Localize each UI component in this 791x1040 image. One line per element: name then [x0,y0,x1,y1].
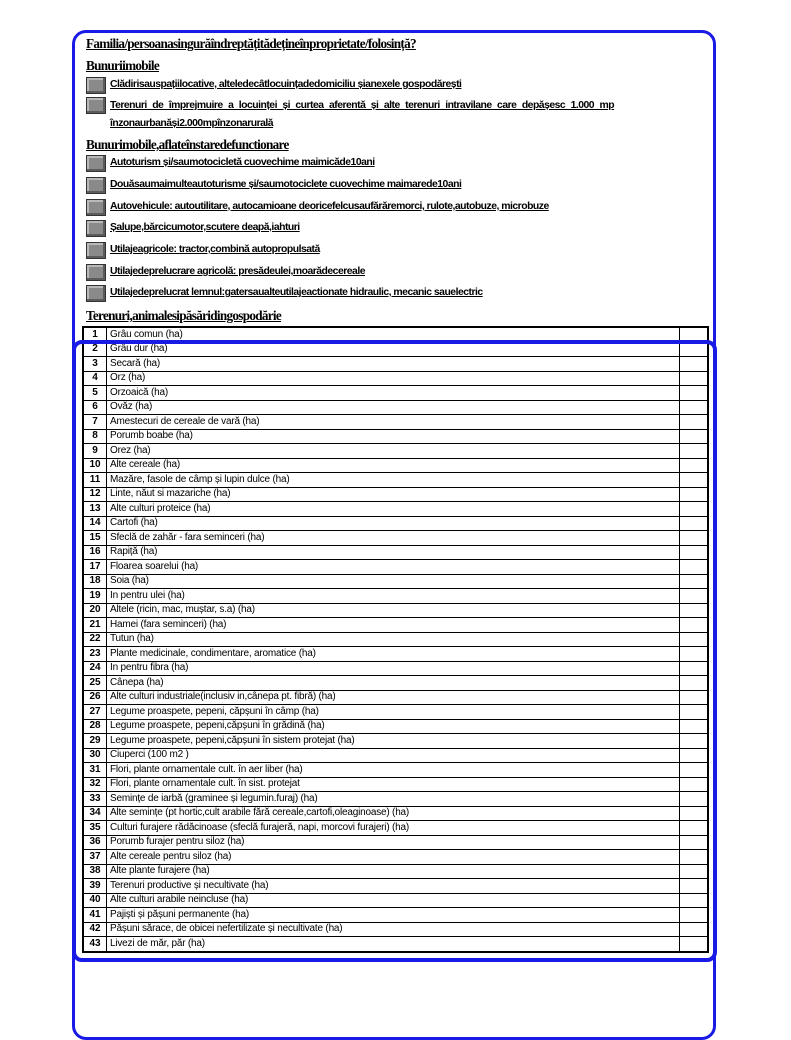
row-number: 31 [83,763,107,778]
row-label: Legume proaspete, pepeni,căpșuni în sistem protejat (ha) [107,734,680,749]
row-number: 43 [83,937,107,952]
row-label: Terenuri productive și necultivate (ha) [107,879,680,894]
row-number: 17 [83,560,107,575]
row-label: Flori, plante ornamentale cult. în sist. protejat [107,777,680,792]
checkbox[interactable] [86,264,106,281]
row-label: Pajiști și pășuni permanente (ha) [107,908,680,923]
option-imobile-2[interactable] [86,97,700,133]
row-number: 26 [83,690,107,705]
option-label: Utilajeagricole: tractor,combină autopropulsată [110,244,320,255]
option-label: Terenuri de împrejmuire a locuinței și curtea aferentă și alte terenuri intravilane care depășesc 1.000 mp înzonaurbanăși2.000mpînzonarurală [110,100,615,129]
row-label: Alte culturi proteice (ha) [107,502,680,517]
row-label: Culturi furajere rădăcinoase (sfeclă furajeră, napi, morcovi furajeri) (ha) [107,821,680,836]
checkbox[interactable] [86,97,106,114]
checkbox[interactable] [86,77,106,94]
row-number: 14 [83,516,107,531]
row-label: Orz (ha) [107,371,680,386]
row-label: Orzoaică (ha) [107,386,680,401]
row-label: Rapiță (ha) [107,545,680,560]
row-label: Hamei (fara seminceri) (ha) [107,618,680,633]
row-label: Linte, năut si mazariche (ha) [107,487,680,502]
row-number: 15 [83,531,107,546]
row-label: Plante medicinale, condimentare, aromatice (ha) [107,647,680,662]
option-mobile-1[interactable] [86,155,375,175]
row-number: 42 [83,922,107,937]
option-label: Douăsaumaimulteautoturisme și/saumotociclete cuovechime maimarede10ani [110,179,462,190]
option-label: Autovehicule: autoutilitare, autocamioane deoricefelcusaufărăremorci, rulote,autobuze, microbuze [110,201,549,212]
row-label: Porumb boabe (ha) [107,429,680,444]
row-label: Alte cereale pentru siloz (ha) [107,850,680,865]
row-label: Livezi de măr, păr (ha) [107,937,680,952]
option-mobile-5[interactable] [86,242,320,262]
row-number: 28 [83,719,107,734]
row-label: Porumb furajer pentru siloz (ha) [107,835,680,850]
option-mobile-6[interactable] [86,264,365,284]
row-label: Tutun (ha) [107,632,680,647]
row-number: 25 [83,676,107,691]
row-label: Flori, plante ornamentale cult. în aer liber (ha) [107,763,680,778]
row-number: 12 [83,487,107,502]
checkbox[interactable] [86,242,106,259]
row-number: 27 [83,705,107,720]
row-number: 6 [83,400,107,415]
row-label: Floarea soarelui (ha) [107,560,680,575]
row-label: Sfeclă de zahăr - fara seminceri (ha) [107,531,680,546]
row-label: Ciuperci (100 m2 ) [107,748,680,763]
row-label: Cartofi (ha) [107,516,680,531]
option-mobile-3[interactable] [86,199,549,219]
row-number: 39 [83,879,107,894]
row-label: Legume proaspete, pepeni, căpșuni în câmp (ha) [107,705,680,720]
row-number: 5 [83,386,107,401]
option-mobile-2[interactable] [86,177,461,197]
row-number: 19 [83,589,107,604]
option-label: Utilajedeprelucrare agricolă: presădeulei,moarădecereale [110,266,365,277]
row-label: Alte semințe (pt hortic,cult arabile fără cereale,cartofi,oleaginoase) (ha) [107,806,680,821]
row-number: 9 [83,444,107,459]
row-label: Grâu dur (ha) [107,342,680,357]
row-label: In pentru ulei (ha) [107,589,680,604]
option-imobile-1[interactable] [86,77,461,97]
option-label: Clădirisauspațiilocative, alteledecâtlocuințadedomiciliu șianexele gospodărești [110,79,462,90]
row-number: 37 [83,850,107,865]
checkbox[interactable] [86,155,106,172]
row-label: Altele (ricin, mac, muștar, s.a) (ha) [107,603,680,618]
checkbox[interactable] [86,199,106,216]
row-number: 18 [83,574,107,589]
option-label: Autoturism și/saumotocicletă cuovechime maimicăde10ani [110,157,375,168]
row-number: 2 [83,342,107,357]
row-label: Soia (ha) [107,574,680,589]
row-number: 38 [83,864,107,879]
row-number: 33 [83,792,107,807]
row-label: Legume proaspete, pepeni,căpșuni în grădină (ha) [107,719,680,734]
row-number: 36 [83,835,107,850]
row-number: 30 [83,748,107,763]
option-mobile-4[interactable] [86,220,300,240]
row-label: Mazăre, fasole de câmp și lupin dulce (ha) [107,473,680,488]
row-number: 40 [83,893,107,908]
row-label: Cânepa (ha) [107,676,680,691]
row-number: 24 [83,661,107,676]
row-number: 35 [83,821,107,836]
row-number: 4 [83,371,107,386]
row-label: Amestecuri de cereale de vară (ha) [107,415,680,430]
row-number: 41 [83,908,107,923]
row-label: Ovăz (ha) [107,400,680,415]
row-number: 21 [83,618,107,633]
row-number: 29 [83,734,107,749]
row-number: 13 [83,502,107,517]
option-mobile-7[interactable] [86,285,483,305]
row-number: 16 [83,545,107,560]
row-label: Semințe de iarbă (graminee și legumin.furaj) (ha) [107,792,680,807]
row-label: Alte culturi industriale(inclusiv in,cânepa pt. fibră) (ha) [107,690,680,705]
section-title-terenuri: Terenuri,animalesipăsăridingospodărie [86,308,282,323]
row-label: Grâu comun (ha) [107,327,680,342]
question-heading: Familia/persoanasingurăîndreptățitădețineînproprietate/folosință? [86,36,416,51]
checkbox[interactable] [86,220,106,237]
row-number: 7 [83,415,107,430]
row-label: In pentru fibra (ha) [107,661,680,676]
row-label: Orez (ha) [107,444,680,459]
checkbox[interactable] [86,285,106,302]
row-number: 20 [83,603,107,618]
option-label: Utilajedeprelucrat lemnul:gatersaualteutilajeactionate hidraulic, mecanic sauelectric [110,287,483,298]
row-number: 8 [83,429,107,444]
row-number: 22 [83,632,107,647]
row-label: Alte cereale (ha) [107,458,680,473]
section-title-imobile: Bunuriimobile [86,58,159,73]
row-number: 1 [83,327,107,342]
row-number: 34 [83,806,107,821]
row-label: Pășuni sărace, de obicei nefertilizate și necultivate (ha) [107,922,680,937]
row-label: Alte plante furajere (ha) [107,864,680,879]
row-number: 23 [83,647,107,662]
option-label: Șalupe,bărcicumotor,scutere deapă,iahturi [110,222,300,233]
checkbox[interactable] [86,177,106,194]
row-number: 10 [83,458,107,473]
inner-frame [72,340,717,962]
row-label: Secară (ha) [107,357,680,372]
row-number: 11 [83,473,107,488]
section-title-mobile: Bunurimobile,aflateînstaredefunctionare [86,137,289,152]
row-label: Alte culturi arabile neincluse (ha) [107,893,680,908]
row-number: 3 [83,357,107,372]
row-number: 32 [83,777,107,792]
